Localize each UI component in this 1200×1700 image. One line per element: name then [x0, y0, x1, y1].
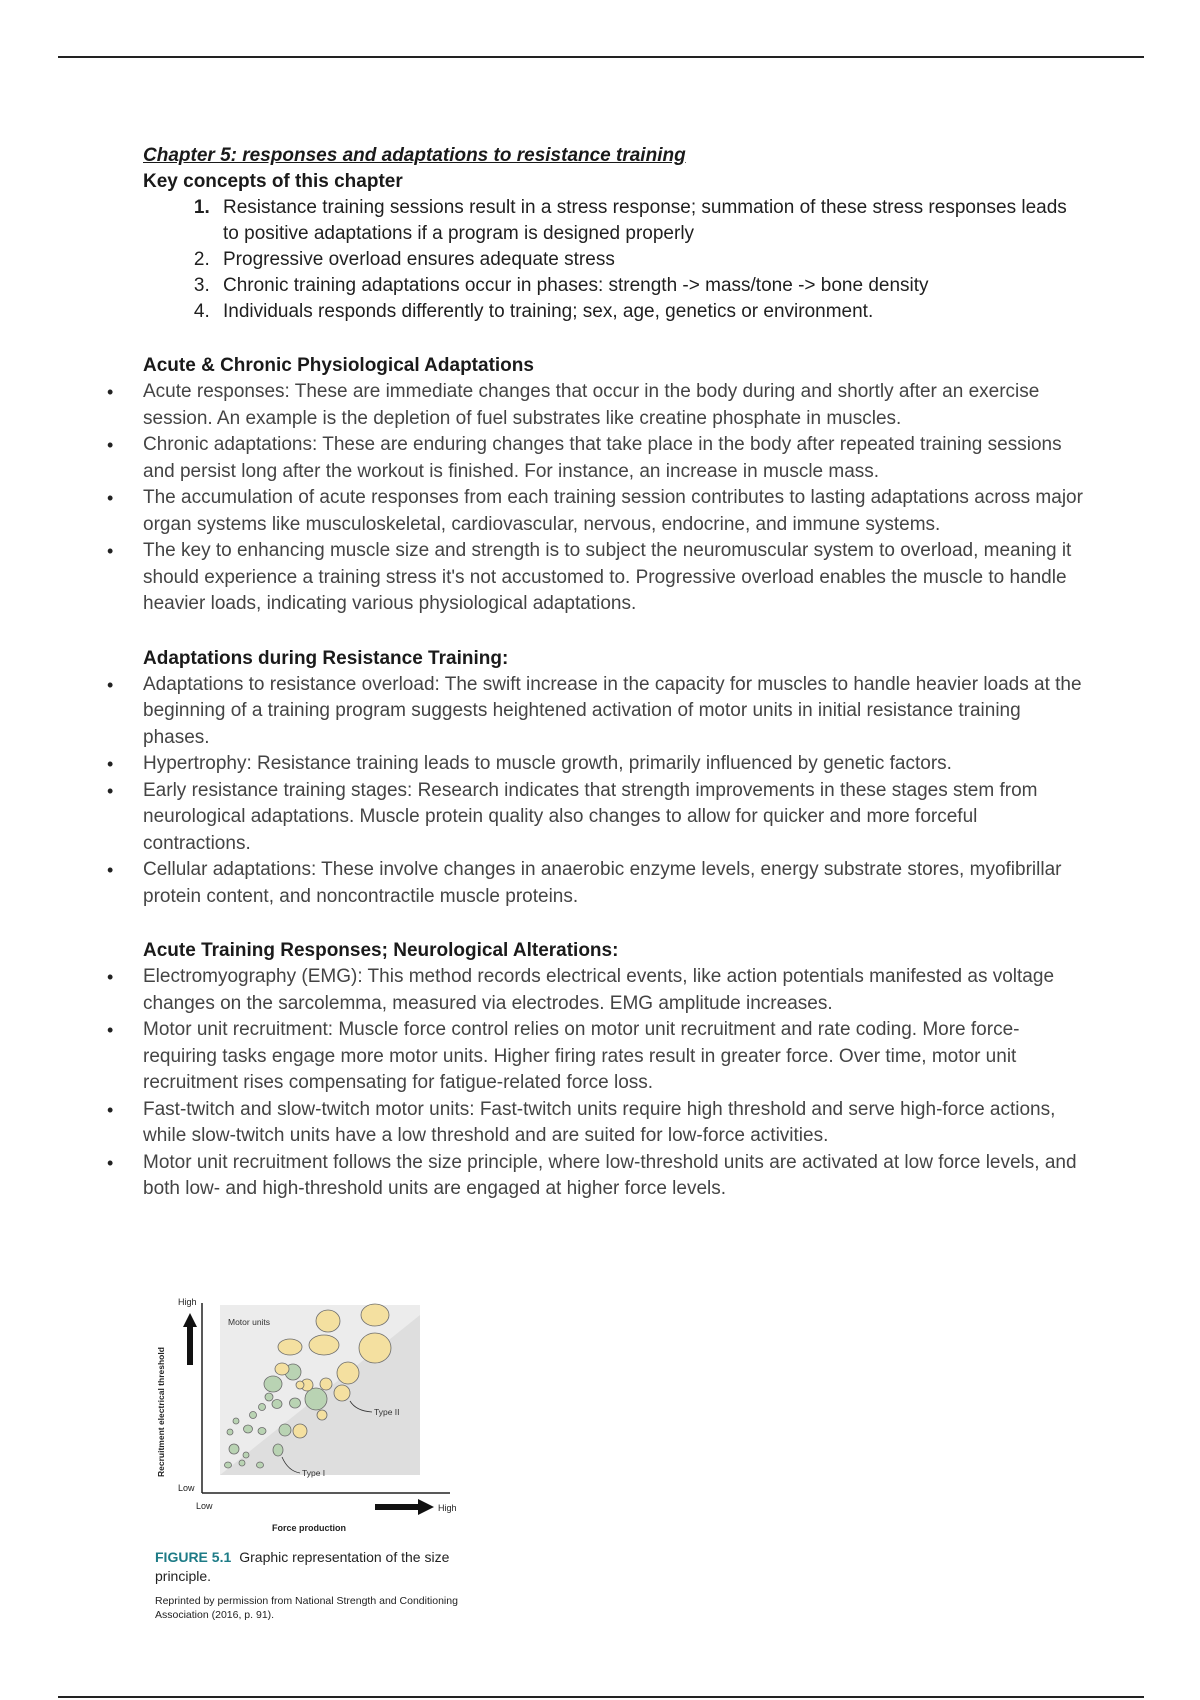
header-rule	[58, 56, 1144, 58]
bullet-item: • Chronic adaptations: These are enduring changes that take place in the body after repeated training sessions and persist long after the workout is finished. For instance, an increase in muscle mass.	[143, 432, 1083, 485]
x-axis-title: Force production	[272, 1523, 346, 1533]
type1-unit	[259, 1404, 266, 1411]
bullet-list-acute-chronic	[143, 379, 1083, 618]
key-concepts-list	[143, 195, 1083, 325]
y-low-label: Low	[178, 1483, 195, 1493]
y-axis-title: Recruitment electrical threshold	[156, 1347, 166, 1477]
type1-unit	[225, 1462, 232, 1468]
bullet-item: • Adaptations to resistance overload: The swift increase in the capacity for muscles to handle heavier loads at the beginning of a training program suggests heightened activation of motor units in initial resistance training phases.	[143, 672, 1083, 752]
page-content	[143, 143, 1083, 1203]
type2-unit	[275, 1363, 289, 1375]
type1-unit	[233, 1418, 239, 1424]
key-concept-item: 4. Individuals responds differently to training; sex, age, genetics or environment.	[215, 299, 1083, 325]
type2-unit	[361, 1304, 389, 1326]
type1-unit	[272, 1400, 282, 1409]
type1-unit	[290, 1398, 301, 1408]
type2-unit	[337, 1362, 359, 1384]
type1-unit	[239, 1460, 245, 1466]
type2-unit	[309, 1335, 339, 1355]
bullet-item: • Cellular adaptations: These involve changes in anaerobic enzyme levels, energy substrate stores, myofibrillar protein content, and noncontractile muscle proteins.	[143, 857, 1083, 910]
type1-unit	[229, 1444, 239, 1454]
bullet-item: • Fast-twitch and slow-twitch motor units: Fast-twitch units require high threshold and serve high-force actions, while slow-twitch units have a low threshold and are suited for low-force activities.	[143, 1097, 1083, 1150]
bullet-list-neurological	[143, 964, 1083, 1203]
type1-unit	[273, 1444, 283, 1456]
figure-caption-text: Graphic representation of the size principle.	[155, 1549, 450, 1584]
type1-unit	[305, 1388, 327, 1410]
y-arrow-shaft	[187, 1325, 193, 1365]
y-high-label: High	[178, 1297, 197, 1307]
x-arrow-head	[418, 1499, 434, 1515]
figure-caption	[155, 1548, 485, 1586]
type1-unit	[265, 1393, 273, 1401]
bullet-item: • The key to enhancing muscle size and strength is to subject the neuromuscular system to overload, meaning it should experience a training stress it's not accustomed to. Progressive overload enables the muscle to handle heavier loads, indicating various physiological adaptations.	[143, 538, 1083, 618]
bullet-item: • Electromyography (EMG): This method records electrical events, like action potentials manifested as voltage changes on the sarcolemma, measured via electrodes. EMG amplitude increases.	[143, 964, 1083, 1017]
x-low-label: Low	[196, 1501, 213, 1511]
type2-unit	[317, 1410, 327, 1420]
type2-unit	[293, 1424, 307, 1438]
bullet-item: • Motor unit recruitment: Muscle force control relies on motor unit recruitment and rate coding. More force-requiring tasks engage more motor units. Higher firing rates result in greater force. Over time, motor unit recruitment rises compensating for fatigue-related force loss.	[143, 1017, 1083, 1097]
key-concept-item: 1. Resistance training sessions result in a stress response; summation of these stress responses leads to positive adaptations if a program is designed properly	[215, 195, 1083, 247]
type2-unit	[320, 1378, 332, 1390]
type2-unit	[359, 1333, 391, 1363]
type1-label: Type I	[302, 1468, 326, 1478]
section-heading-neurological: Acute Training Responses; Neurological Alterations:	[143, 940, 619, 961]
x-high-label: High	[438, 1503, 457, 1513]
bullet-list-adaptations	[143, 672, 1083, 911]
type1-unit	[244, 1425, 253, 1433]
key-concept-item: 3. Chronic training adaptations occur in phases: strength -> mass/tone -> bone density	[215, 273, 1083, 299]
size-principle-figure	[150, 1285, 490, 1550]
type1-unit	[264, 1376, 282, 1392]
key-concepts-heading: Key concepts of this chapter	[143, 171, 403, 192]
bullet-item: • Early resistance training stages: Research indicates that strength improvements in these stages stem from neurological adaptations. Muscle protein quality also changes to allow for quicker and more forceful contractions.	[143, 778, 1083, 858]
section-heading-adaptations: Adaptations during Resistance Training:	[143, 647, 509, 669]
type2-unit	[334, 1385, 350, 1401]
type1-unit	[279, 1424, 291, 1436]
section-heading-acute-chronic: Acute & Chronic Physiological Adaptations	[143, 355, 534, 376]
type1-unit	[243, 1452, 249, 1458]
type2-unit	[296, 1381, 304, 1389]
type1-unit	[227, 1429, 233, 1435]
figure-credit: Reprinted by permission from National Strength and Conditioning Association (2016, p. 91).	[155, 1595, 458, 1621]
motor-units-label: Motor units	[228, 1317, 271, 1327]
type2-label: Type II	[374, 1407, 400, 1417]
bullet-item: • Hypertrophy: Resistance training leads to muscle growth, primarily influenced by genetic factors.	[143, 751, 1083, 778]
type2-unit	[316, 1310, 340, 1332]
figure-number: FIGURE 5.1	[155, 1549, 232, 1565]
bullet-item: • Acute responses: These are immediate changes that occur in the body during and shortly after an exercise session. An example is the depletion of fuel substrates like creatine phosphate in muscles.	[143, 379, 1083, 432]
footer-rule	[58, 1696, 1144, 1698]
type1-unit	[258, 1428, 266, 1435]
chapter-title: Chapter 5: responses and adaptations to resistance training	[143, 145, 686, 166]
bullet-item: • Motor unit recruitment follows the size principle, where low-threshold units are activated at low force levels, and both low- and high-threshold units are engaged at higher force levels.	[143, 1150, 1083, 1203]
key-concept-item: 2. Progressive overload ensures adequate stress	[215, 247, 1083, 273]
type2-unit	[278, 1339, 302, 1355]
type1-unit	[250, 1412, 257, 1419]
type1-unit	[257, 1462, 264, 1468]
x-arrow-shaft	[375, 1504, 420, 1510]
bullet-item: • The accumulation of acute responses from each training session contributes to lasting adaptations across major organ systems like musculoskeletal, cardiovascular, nervous, endocrine, and immune systems.	[143, 485, 1083, 538]
y-arrow-head	[183, 1313, 197, 1327]
